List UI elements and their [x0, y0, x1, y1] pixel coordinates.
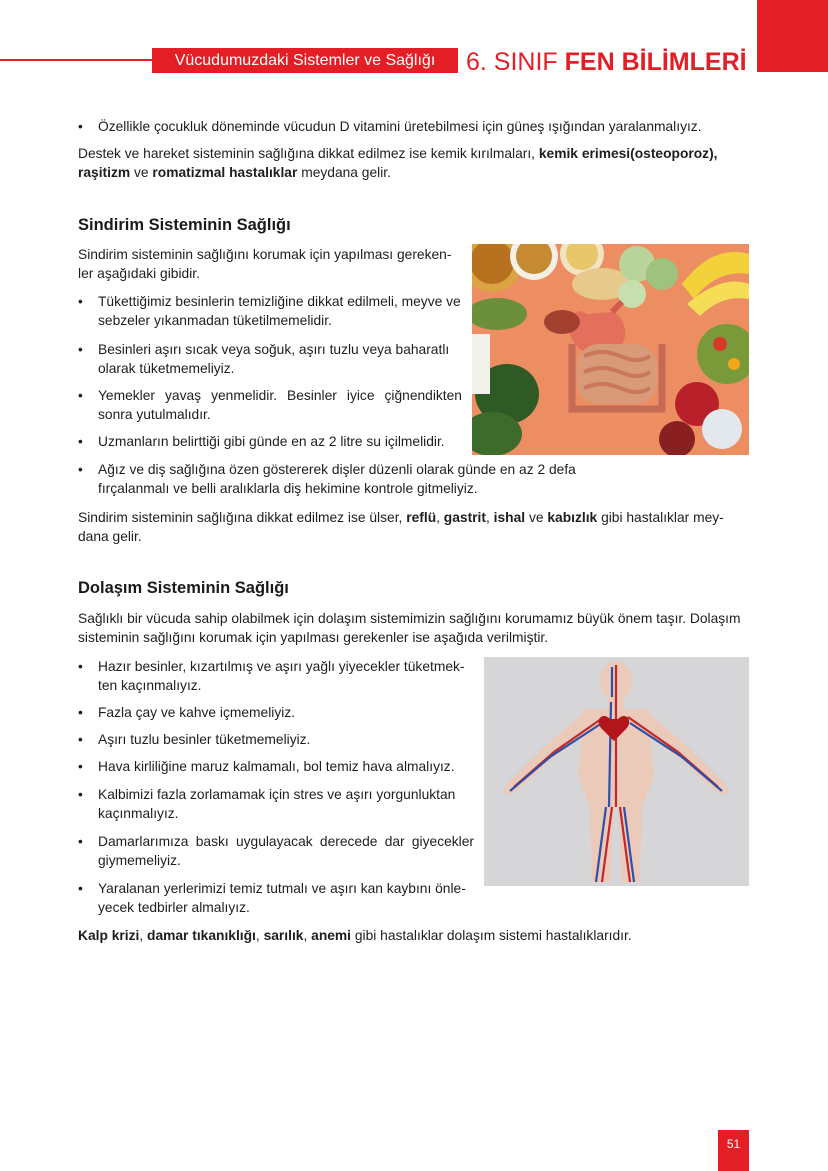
- bullet-icon: •: [78, 462, 83, 477]
- bullet-icon: •: [78, 787, 83, 802]
- subject-label: FEN BİLİMLERİ: [564, 48, 747, 76]
- bullet-icon: •: [78, 834, 83, 849]
- human-circulatory-illustration: [484, 657, 749, 886]
- bullet-icon: •: [78, 659, 83, 674]
- bullet-icon: •: [78, 759, 83, 774]
- bullet-icon: •: [78, 732, 83, 747]
- page-number: 51: [718, 1130, 749, 1171]
- bullet-icon: •: [78, 119, 83, 134]
- header-rule: [0, 59, 152, 61]
- digestive-heading: Sindirim Sisteminin Sağlığı: [78, 216, 291, 234]
- bullet-icon: •: [78, 434, 83, 449]
- bullet-icon: •: [78, 881, 83, 896]
- intro-paragraph: Destek ve hareket sisteminin sağlığına dikkat edilmez ise kemik kırılmaları, kemik erimesi(osteoporoz), raşitizm ve romatizmal hastalıklar meydana gelir.: [78, 146, 718, 180]
- circulatory-conclusion: Kalp krizi, damar tıkanıklığı, sarılık, anemi gibi hastalıklar dolaşım sistemi hastalıklarıdır.: [78, 928, 632, 943]
- bullet-icon: •: [78, 705, 83, 720]
- grade-label: 6. SINIF: [466, 48, 558, 76]
- bullet-icon: •: [78, 342, 83, 357]
- digestive-conclusion: Sindirim sisteminin sağlığına dikkat edilmez ise ülser, reflü, gastrit, ishal ve kabızlık gibi hastalıklar mey-dana gelir.: [78, 510, 724, 544]
- bullet-icon: •: [78, 294, 83, 309]
- section-label: Vücudumuzdaki Sistemler ve Sağlığı: [152, 48, 458, 73]
- digestive-system-image: [472, 244, 749, 455]
- bullet-icon: •: [78, 388, 83, 403]
- circulatory-system-image: [484, 657, 749, 886]
- page-title: [466, 44, 747, 80]
- food-and-digestion-illustration: [472, 244, 749, 455]
- circulatory-heading: Dolaşım Sisteminin Sağlığı: [78, 579, 289, 597]
- digestive-intro: Sindirim sisteminin sağlığını korumak için yapılması gereken-ler aşağıdaki gibidir.: [78, 247, 452, 281]
- circulatory-intro: Sağlıklı bir vücuda sahip olabilmek için dolaşım sistemimizin sağlığını korumamız büyük önem taşır. Dolaşım sisteminin sağlığını korumak için yapılması gerekenler ise aşağıda verilmiştir.: [78, 611, 741, 645]
- corner-tab: [757, 0, 828, 72]
